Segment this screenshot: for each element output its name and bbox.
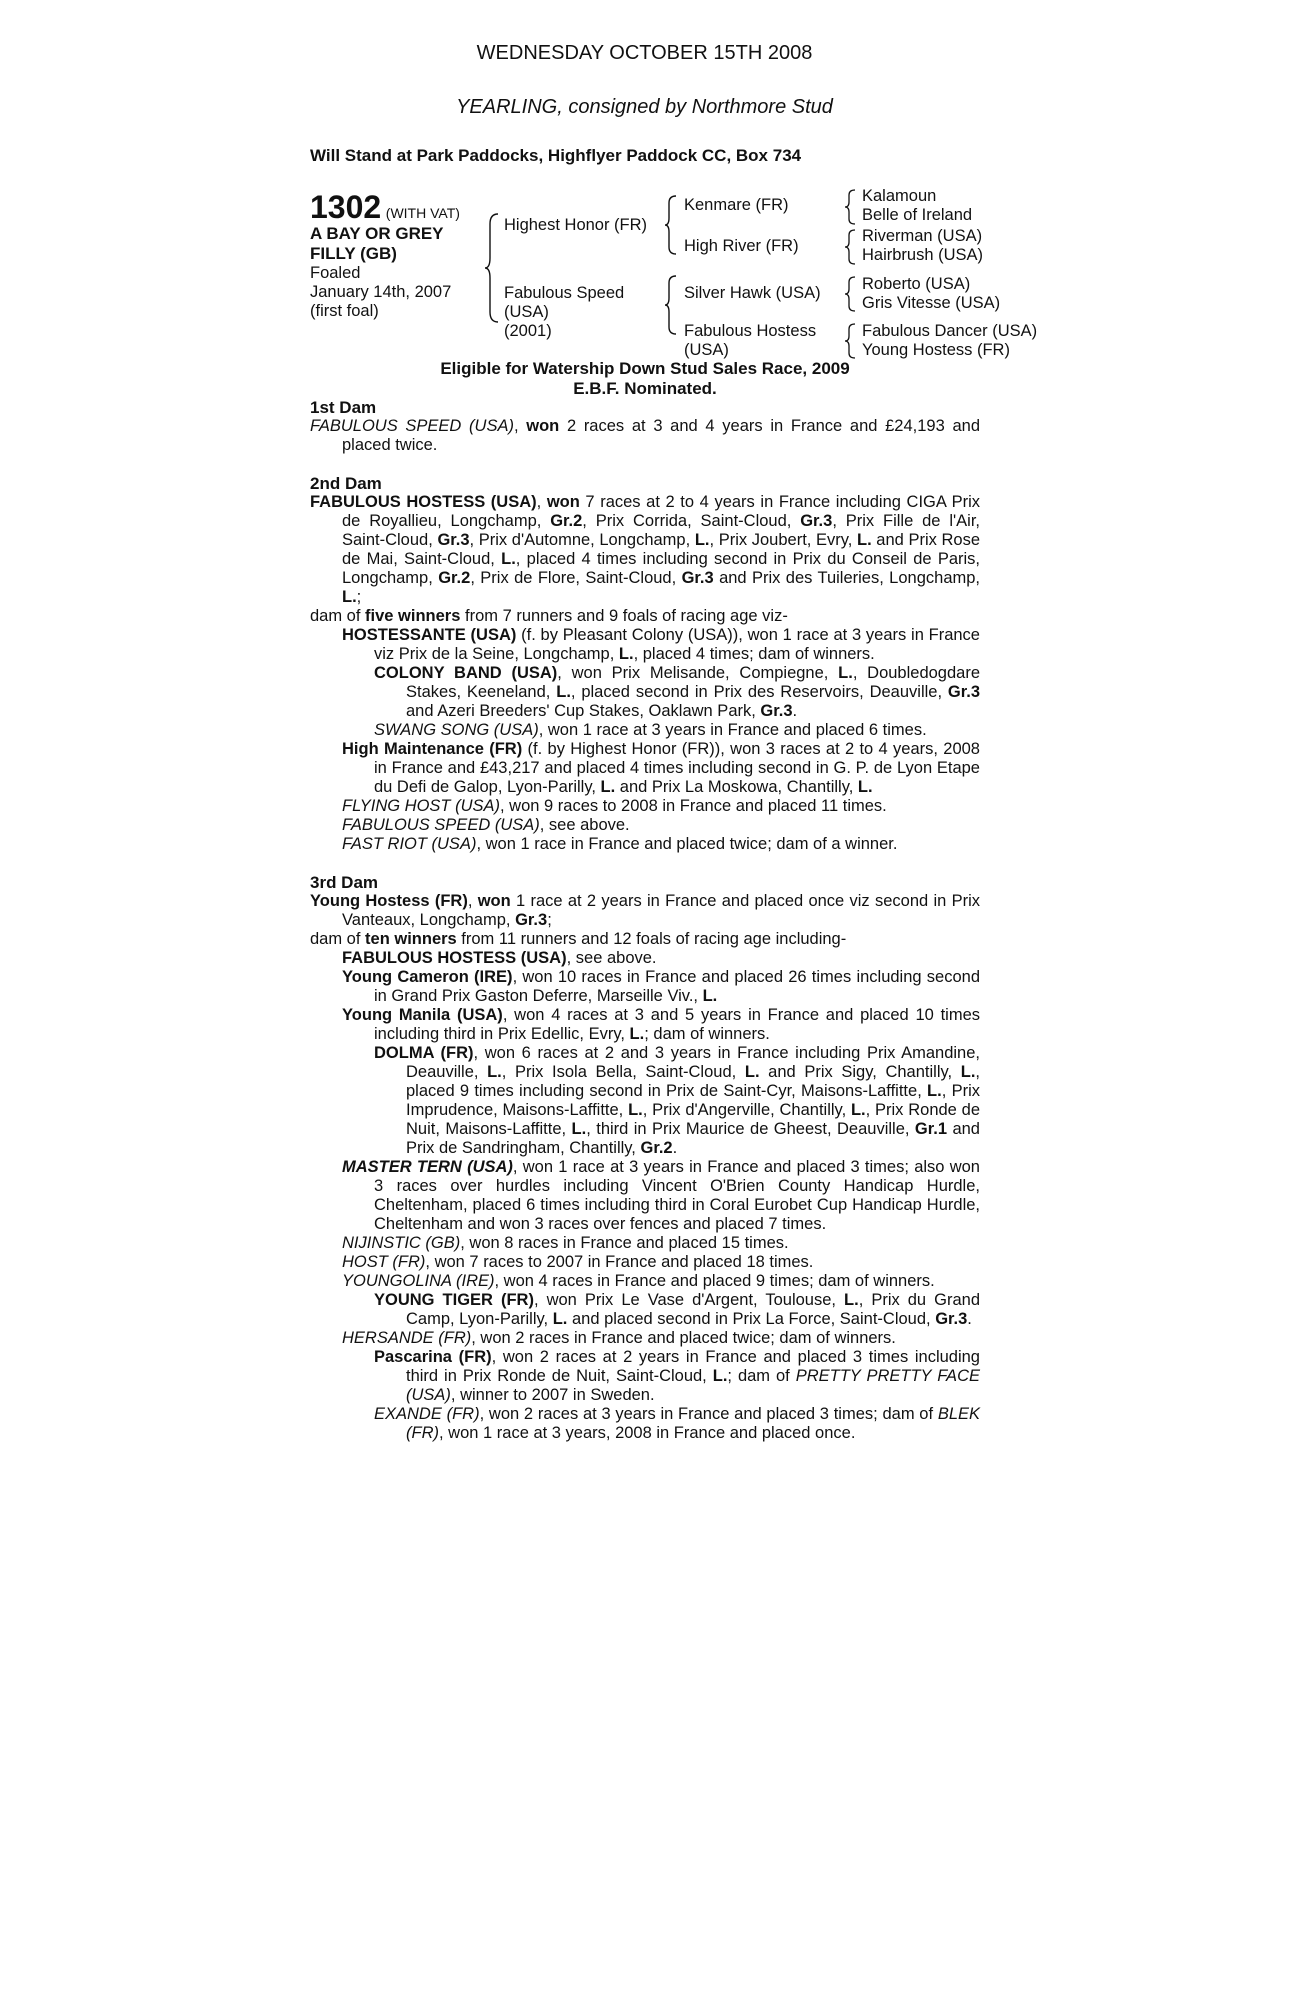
catalogue-body bbox=[310, 398, 980, 1443]
pedigree-gen3-6: Gris Vitesse (USA) bbox=[862, 294, 1001, 312]
pedigree-sire: Highest Honor (FR) bbox=[504, 216, 648, 234]
eligibility-block bbox=[310, 359, 980, 399]
pedigree-dam-dam-line-2: (USA) bbox=[684, 341, 729, 359]
pedigree-gen3-7: Fabulous Dancer (USA) bbox=[862, 322, 1038, 340]
pedigree-gen3-4: Hairbrush (USA) bbox=[862, 246, 984, 264]
second-dam-entry: FABULOUS HOSTESS (USA), won 7 races at 2 to 4 years in France including CIGA Prix de Royallieu, Longchamp, Gr.2, Prix Corrida, Saint-Cloud, Gr.3, Prix Fille de l'Air, Saint-Cloud, Gr.3, Prix d'Automne, Longchamp, L., Prix Joubert, Evry, L. and Prix Rose de Mai, Saint-Cloud, L., placed 4 times including second in Prix du Conseil de Paris, Longchamp, Gr.2, Prix de Flore, Saint-Cloud, Gr.3 and Prix des Tuileries, Longchamp, L.; bbox=[310, 493, 981, 606]
pedigree-brace-dd bbox=[844, 322, 858, 360]
produce-nijinstic: NIJINSTIC (GB), won 8 races in France and placed 15 times. bbox=[342, 1234, 789, 1252]
foal-note: (first foal) bbox=[310, 302, 379, 320]
third-dam-produce-summary: dam of ten winners from 11 runners and 12 foals of racing age including- bbox=[310, 930, 847, 948]
ebf-nominated: E.B.F. Nominated. bbox=[573, 379, 717, 398]
produce-hersande: HERSANDE (FR), won 2 races in France and placed twice; dam of winners. bbox=[342, 1329, 896, 1347]
second-dam-produce-summary: dam of five winners from 7 runners and 9 foals of racing age viz- bbox=[310, 607, 788, 625]
third-dam-entry: Young Hostess (FR), won 1 race at 2 years in France and placed once viz second in Prix Vanteaux, Longchamp, Gr.3; bbox=[310, 892, 980, 929]
produce-young-cameron: Young Cameron (IRE), won 10 races in France and placed 26 times including second in Grand Prix Gaston Deferre, Marseille Viv., L. bbox=[342, 968, 981, 1005]
pedigree-gen3-8: Young Hostess (FR) bbox=[862, 341, 1010, 359]
third-dam-heading: 3rd Dam bbox=[310, 873, 379, 892]
pedigree-brace-sire bbox=[664, 194, 680, 256]
sale-date: WEDNESDAY OCTOBER 15TH 2008 bbox=[476, 42, 813, 64]
produce-youngolina: YOUNGOLINA (IRE), won 4 races in France and placed 9 times; dam of winners. bbox=[342, 1272, 935, 1290]
vat-note: (WITH VAT) bbox=[385, 205, 460, 221]
pedigree-dam-sire: Silver Hawk (USA) bbox=[684, 284, 821, 302]
pedigree-sire-sire: Kenmare (FR) bbox=[684, 196, 789, 214]
first-dam-entry: FABULOUS SPEED (USA), won 2 races at 3 and 4 years in France and £24,193 and placed twice. bbox=[310, 417, 980, 454]
produce-hostessante: HOSTESSANTE (USA) (f. by Pleasant Colony (USA)), won 1 race at 3 years in France viz Prix de la Seine, Longchamp, L., placed 4 times; dam of winners. bbox=[342, 626, 980, 663]
lot-block bbox=[310, 190, 480, 321]
pedigree-dam-line-3: (2001) bbox=[504, 322, 552, 340]
pedigree-brace-ss bbox=[844, 188, 858, 226]
produce-colony-band: COLONY BAND (USA), won Prix Melisande, Compiegne, L., Doubledogdare Stakes, Keeneland, L., placed second in Prix des Reservoirs, Deauville, Gr.3 and Azeri Breeders' Cup Stakes, Oaklawn Park, Gr.3. bbox=[374, 664, 981, 720]
pedigree-dam-line-1: Fabulous Speed bbox=[504, 284, 625, 302]
pedigree-gen3-2: Belle of Ireland bbox=[862, 206, 973, 224]
pedigree-dam-line-2: (USA) bbox=[504, 303, 549, 321]
lot-description-line-1: A BAY OR GREY bbox=[310, 224, 444, 243]
pedigree-gen3-3: Riverman (USA) bbox=[862, 227, 983, 245]
produce-pascarina: Pascarina (FR), won 2 races at 2 years in France and placed 3 times including third in Prix Ronde de Nuit, Saint-Cloud, L.; dam of PRETTY PRETTY FACE (USA), winner to 2007 in Sweden. bbox=[374, 1348, 980, 1404]
first-dam-heading: 1st Dam bbox=[310, 398, 377, 417]
produce-flying-host: FLYING HOST (USA), won 9 races to 2008 in France and placed 11 times. bbox=[342, 797, 887, 815]
produce-high-maintenance: High Maintenance (FR) (f. by Highest Honor (FR)), won 3 races at 2 to 4 years, 2008 in France and £43,217 and placed 4 times including second in G. P. de Lyon Etape du Defi de Galop, Lyon-Parilly, L. and Prix La Moskowa, Chantilly, L. bbox=[342, 740, 980, 796]
pedigree-gen3-1: Kalamoun bbox=[862, 187, 937, 205]
consignor-line: YEARLING, consigned by Northmore Stud bbox=[456, 96, 833, 118]
produce-young-manila: Young Manila (USA), won 4 races at 3 and 5 years in France and placed 10 times including third in Prix Edellic, Evry, L.; dam of winners. bbox=[342, 1006, 981, 1043]
second-dam-heading: 2nd Dam bbox=[310, 474, 382, 493]
stand-location: Will Stand at Park Paddocks, Highflyer Paddock CC, Box 734 bbox=[310, 146, 802, 165]
lot-description-line-2: FILLY (GB) bbox=[310, 244, 397, 263]
pedigree-brace-sd bbox=[844, 228, 858, 266]
eligibility-race: Eligible for Watership Down Stud Sales Race, 2009 bbox=[440, 359, 850, 378]
produce-host: HOST (FR), won 7 races to 2007 in France and placed 18 times. bbox=[342, 1253, 814, 1271]
produce-swang-song: SWANG SONG (USA), won 1 race at 3 years in France and placed 6 times. bbox=[374, 721, 927, 739]
foaled-date: January 14th, 2007 bbox=[310, 283, 452, 301]
pedigree-gen3-5: Roberto (USA) bbox=[862, 275, 971, 293]
produce-fabulous-hostess: FABULOUS HOSTESS (USA), see above. bbox=[342, 949, 657, 967]
pedigree-brace-gen1 bbox=[484, 212, 504, 324]
pedigree-brace-dam bbox=[664, 274, 680, 336]
produce-fabulous-speed: FABULOUS SPEED (USA), see above. bbox=[342, 816, 630, 834]
pedigree-sire-dam: High River (FR) bbox=[684, 237, 799, 255]
produce-dolma: DOLMA (FR), won 6 races at 2 and 3 years in France including Prix Amandine, Deauville, L., Prix Isola Bella, Saint-Cloud, L. and Prix Sigy, Chantilly, L., placed 9 times including second in Prix de Saint-Cyr, Maisons-Laffitte, L., Prix Imprudence, Maisons-Laffitte, L., Prix d'Angerville, Chantilly, L., Prix Ronde de Nuit, Maisons-Laffitte, L., third in Prix Maurice de Gheest, Deauville, Gr.1 and Prix de Sandringham, Chantilly, Gr.2. bbox=[374, 1044, 980, 1157]
lot-number: 1302 bbox=[310, 189, 382, 225]
produce-fast-riot: FAST RIOT (USA), won 1 race in France and placed twice; dam of a winner. bbox=[342, 835, 898, 853]
foaled-label: Foaled bbox=[310, 264, 361, 282]
produce-young-tiger: YOUNG TIGER (FR), won Prix Le Vase d'Argent, Toulouse, L., Prix du Grand Camp, Lyon-Parilly, L. and placed second in Prix La Force, Saint-Cloud, Gr.3. bbox=[374, 1291, 980, 1328]
produce-master-tern: MASTER TERN (USA), won 1 race at 3 years in France and placed 3 times; also won 3 races over hurdles including Vincent O'Brien County Handicap Hurdle, Cheltenham, placed 6 times including third in Coral Eurobet Cup Handicap Hurdle, Cheltenham and won 3 races over fences and placed 7 times. bbox=[342, 1158, 980, 1233]
pedigree-brace-ds bbox=[844, 275, 858, 313]
pedigree-dam-dam-line-1: Fabulous Hostess bbox=[684, 322, 817, 340]
produce-exande: EXANDE (FR), won 2 races at 3 years in France and placed 3 times; dam of BLEK (FR), won 1 race at 3 years, 2008 in France and placed once. bbox=[374, 1405, 981, 1442]
